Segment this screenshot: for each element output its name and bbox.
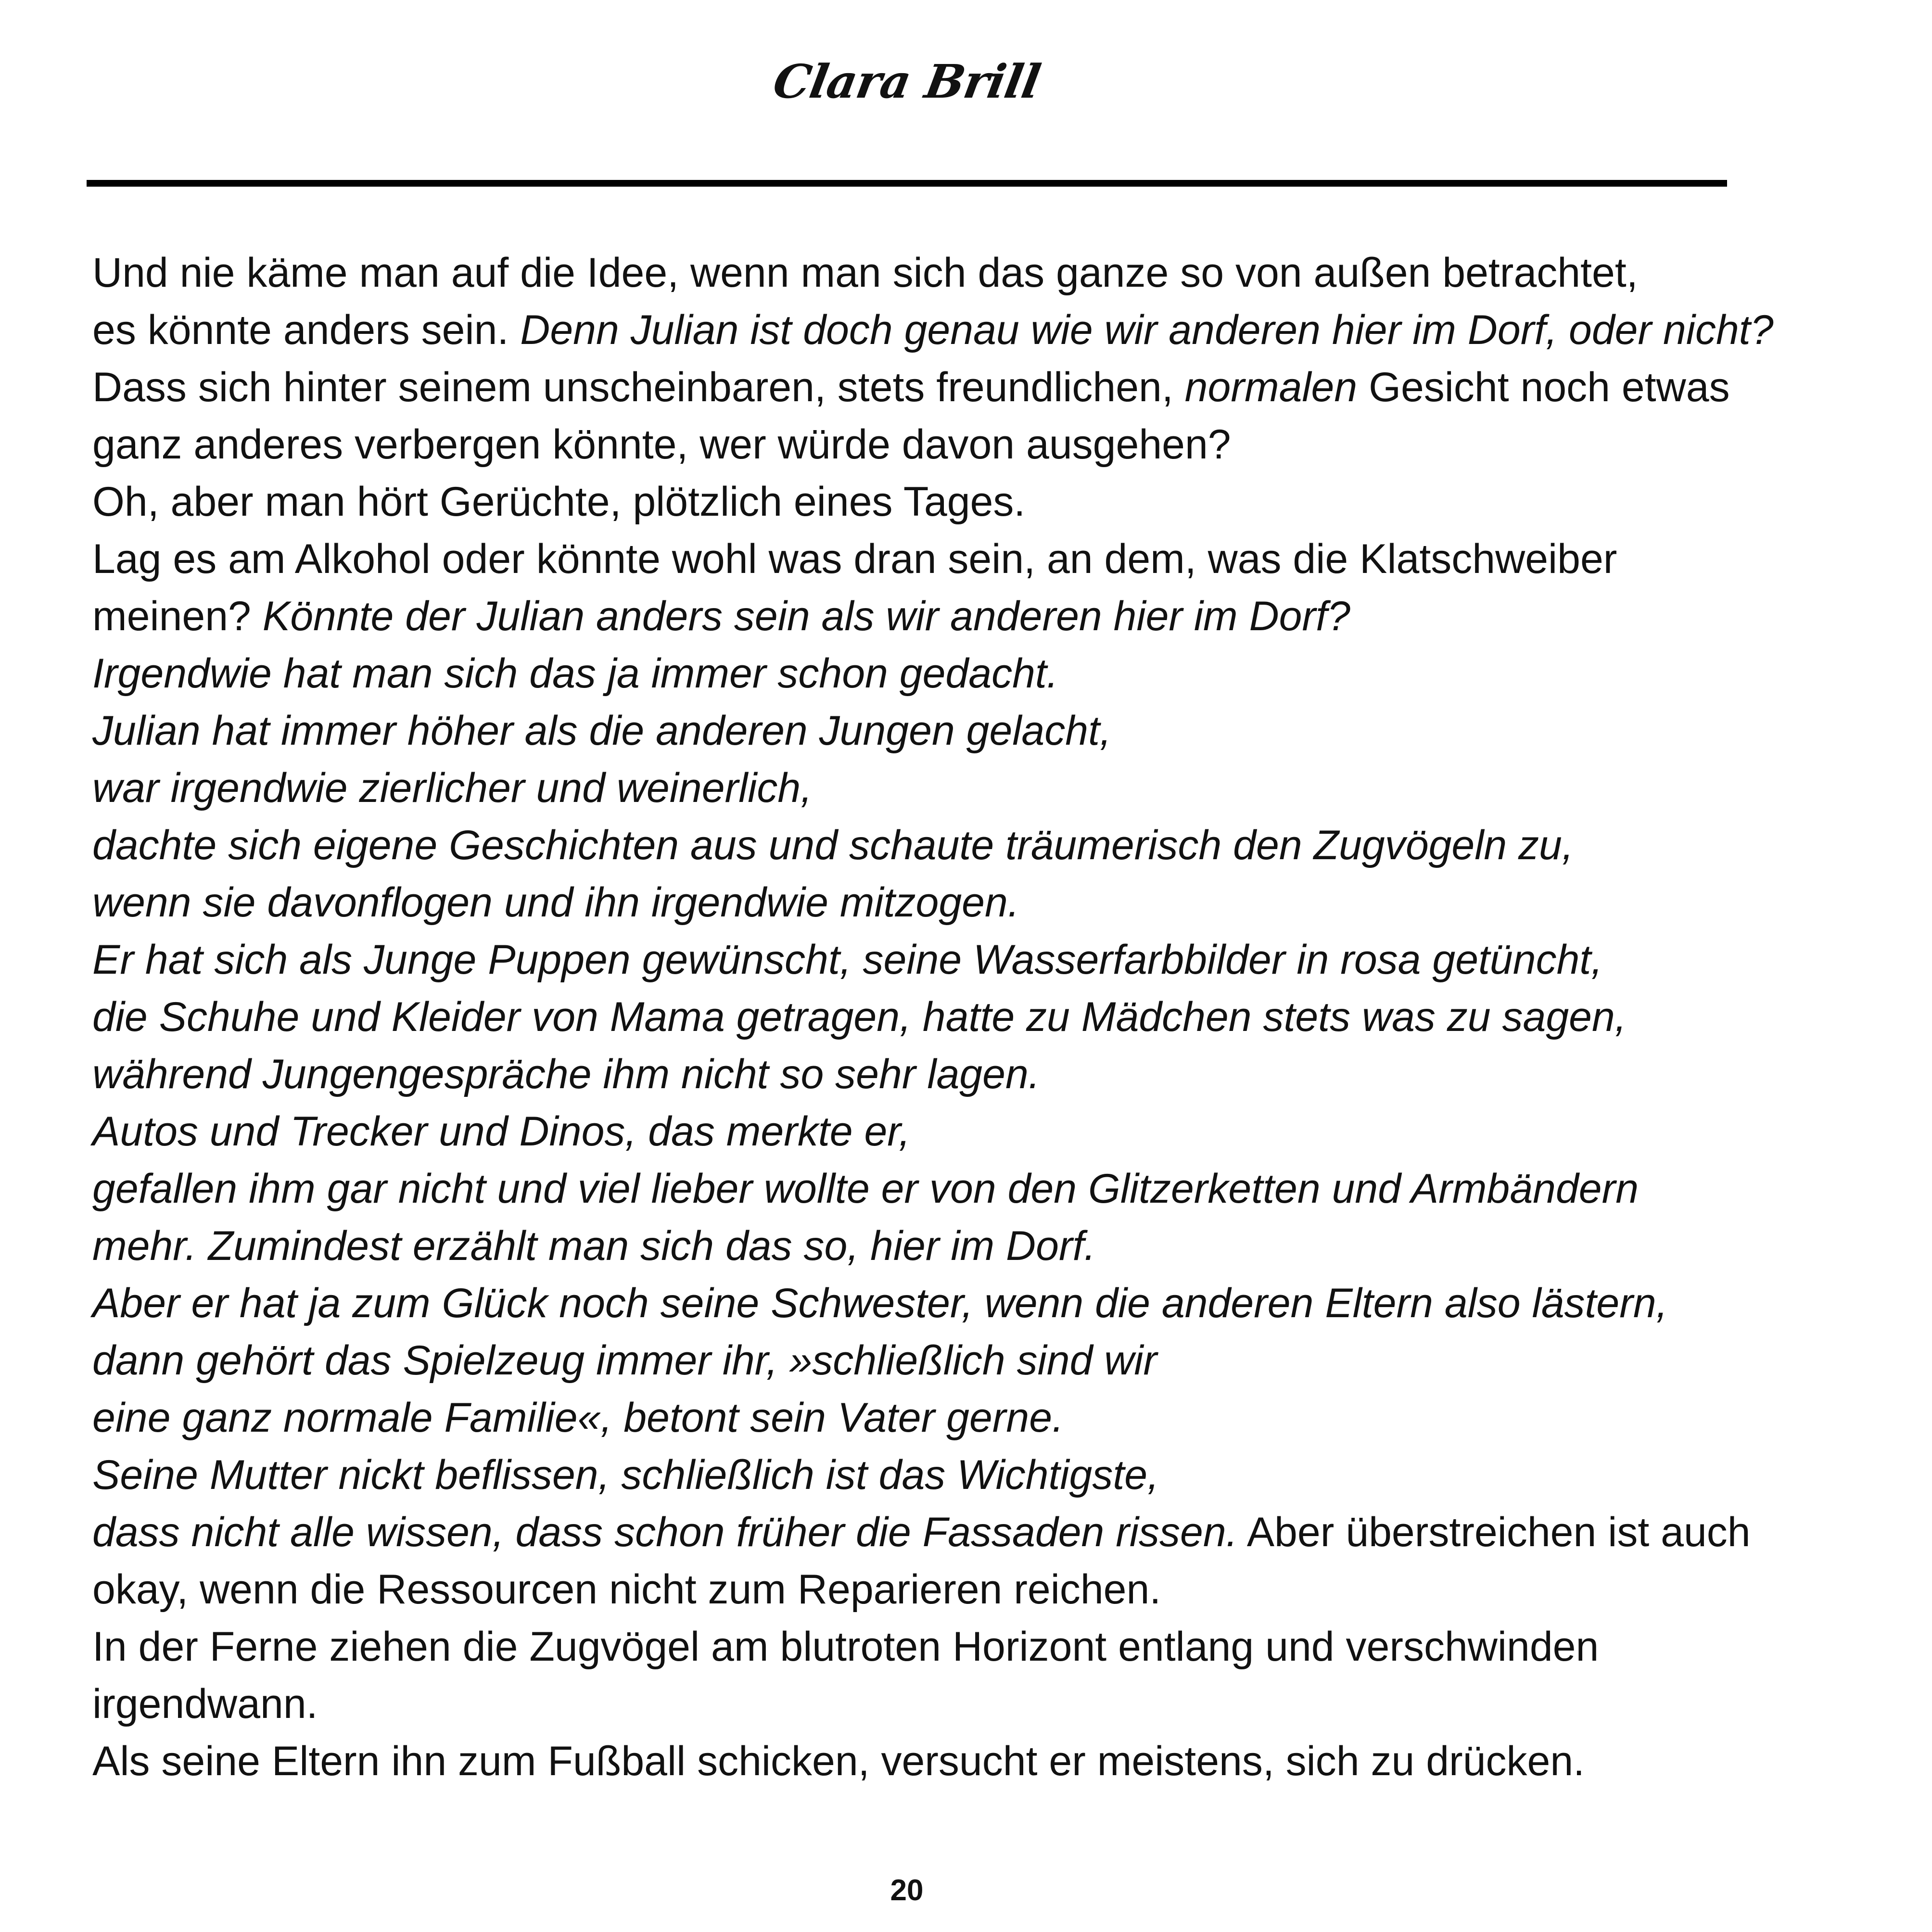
text-line [92, 1332, 1738, 1389]
italic-text-segment: Aber er hat ja zum Glück noch seine Schwester, wenn die anderen Eltern also lästern, [92, 1280, 1668, 1326]
text-line [92, 817, 1738, 874]
italic-text-segment: Autos und Trecker und Dinos, das merkte er, [92, 1108, 911, 1155]
text-line [92, 359, 1738, 416]
text-line [92, 989, 1738, 1046]
italic-text-segment: Julian hat immer höher als die anderen Jungen gelacht, [92, 708, 1111, 754]
text-line [92, 1733, 1738, 1790]
text-segment: Als seine Eltern ihn zum Fußball schicken, versucht er meistens, sich zu drücken. [92, 1738, 1585, 1784]
italic-text-segment: dann gehört das Spielzeug immer ihr, »schließlich sind wir [92, 1337, 1157, 1384]
text-segment: Dass sich hinter seinem unscheinbaren, stets freundlichen, [92, 364, 1185, 410]
italic-text-segment: dachte sich eigene Geschichten aus und schaute träumerisch den Zugvögeln zu, [92, 822, 1574, 868]
text-line [92, 302, 1774, 359]
text-line [92, 874, 1738, 931]
italic-text-segment: eine ganz normale Familie«, betont sein Vater gerne. [92, 1395, 1064, 1441]
page-header [87, 53, 1727, 111]
italic-text-segment: dass nicht alle wissen, dass schon früher die Fassaden rissen. [92, 1509, 1238, 1555]
text-line [92, 244, 1738, 302]
text-segment: Und nie käme man auf die Idee, wenn man sich das ganze so von außen betrachtet, [92, 250, 1638, 296]
text-segment: okay, wenn die Ressourcen nicht zum Reparieren reichen. [92, 1566, 1161, 1613]
text-line [92, 1618, 1738, 1676]
text-segment: ganz anderes verbergen könnte, wer würde davon ausgehen? [92, 421, 1231, 468]
text-line [92, 1504, 1751, 1561]
text-line [92, 1275, 1738, 1332]
text-line [92, 645, 1738, 702]
text-line [92, 473, 1738, 531]
italic-text-segment: die Schuhe und Kleider von Mama getragen, hatte zu Mädchen stets was zu sagen, [92, 994, 1627, 1040]
italic-text-segment: während Jungengespräche ihm nicht so sehr lagen. [92, 1051, 1040, 1097]
text-line [92, 1447, 1738, 1504]
text-line [92, 760, 1738, 817]
italic-text-segment: Er hat sich als Junge Puppen gewünscht, seine Wasserfarbbilder in rosa getüncht, [92, 937, 1603, 983]
text-line [92, 416, 1738, 473]
text-line [92, 702, 1738, 760]
italic-text-segment: Könnte der Julian anders sein als wir anderen hier im Dorf? [262, 593, 1350, 639]
text-line [92, 1561, 1738, 1618]
text-line [92, 1160, 1738, 1218]
italic-text-segment: Denn Julian ist doch genau wie wir anderen hier im Dorf, oder nicht? [520, 307, 1774, 353]
italic-text-segment: normalen [1184, 364, 1358, 410]
text-segment: Lag es am Alkohol oder könnte wohl was dran sein, an dem, was die Klatschweiber [92, 536, 1617, 582]
text-line [92, 531, 1738, 588]
text-segment: es könnte anders sein. [92, 307, 521, 353]
italic-text-segment: wenn sie davonflogen und ihn irgendwie mitzogen. [92, 879, 1019, 926]
italic-text-segment: Irgendwie hat man sich das ja immer schon gedacht. [92, 650, 1058, 697]
body-text [92, 244, 1774, 1790]
italic-text-segment: Seine Mutter nickt beflissen, schließlich ist das Wichtigste, [92, 1452, 1159, 1498]
text-line [92, 1103, 1738, 1160]
header-divider [87, 180, 1727, 187]
text-segment: Oh, aber man hört Gerüchte, plötzlich eines Tages. [92, 479, 1026, 525]
italic-text-segment: mehr. Zumindest erzählt man sich das so, hier im Dorf. [92, 1223, 1096, 1269]
text-segment: irgendwann. [92, 1681, 318, 1727]
text-segment: meinen? [92, 593, 263, 639]
text-line [92, 1389, 1738, 1447]
text-segment: Aber überstreichen ist auch [1237, 1509, 1751, 1555]
author-name: Clara Brill [769, 54, 1044, 109]
italic-text-segment: war irgendwie zierlicher und weinerlich, [92, 765, 813, 811]
text-line [92, 588, 1738, 645]
text-segment: Gesicht noch etwas [1357, 364, 1730, 410]
page-number: 20 [890, 1874, 924, 1907]
text-line [92, 1676, 1738, 1733]
text-line [92, 931, 1738, 989]
text-line [92, 1218, 1738, 1275]
text-segment: In der Ferne ziehen die Zugvögel am blutroten Horizont entlang und verschwinden [92, 1624, 1599, 1670]
italic-text-segment: gefallen ihm gar nicht und viel lieber wollte er von den Glitzerketten und Armbändern [92, 1166, 1639, 1212]
text-line [92, 1046, 1738, 1103]
